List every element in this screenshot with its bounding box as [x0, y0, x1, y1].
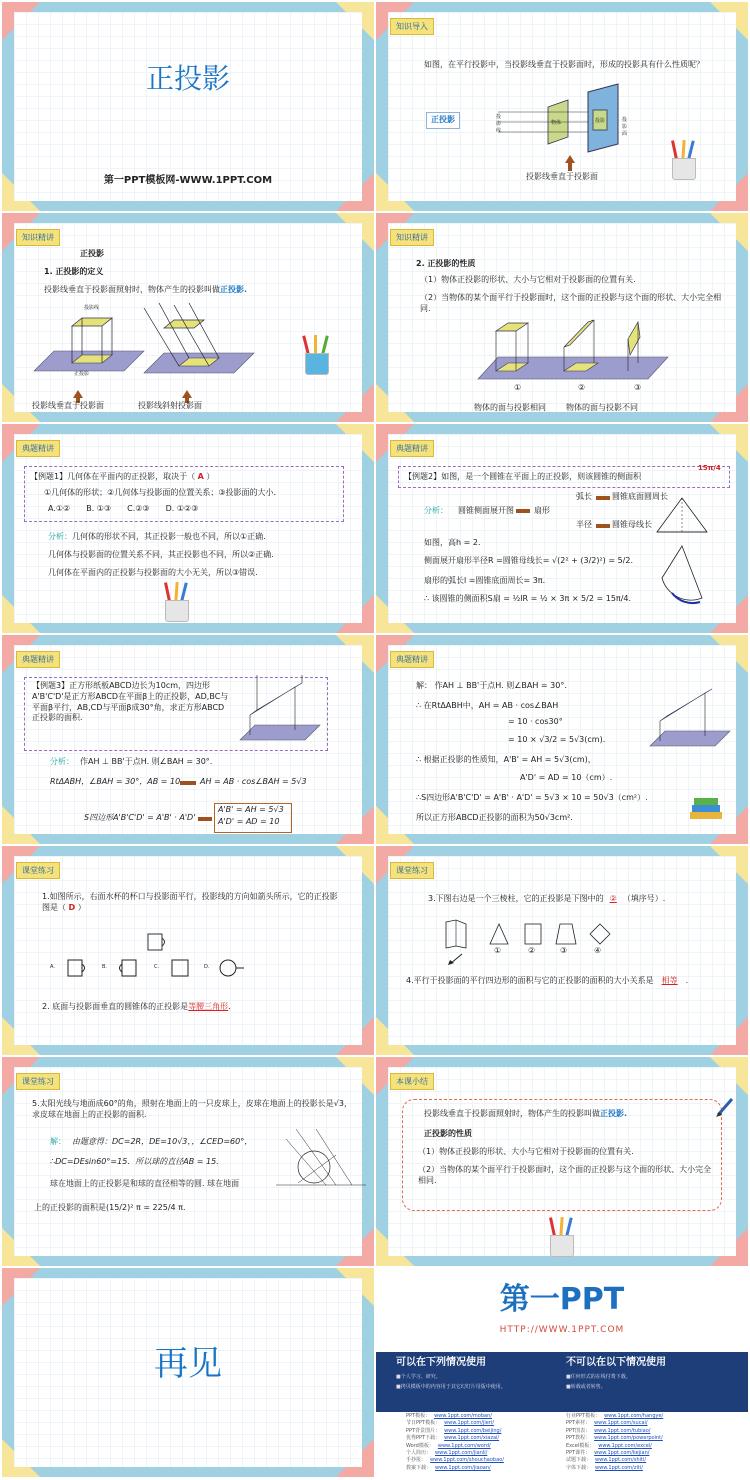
slide-14[interactable]	[376, 1268, 748, 1477]
option-a-shape	[66, 958, 88, 980]
result-line-1: A'B' = AH = 5√3	[218, 805, 284, 814]
slide-13[interactable]	[2, 1268, 374, 1477]
flow-4: 圆锥底面圆周长	[612, 492, 668, 501]
figure-number-3: ③	[634, 383, 642, 392]
cannot-item-2: ■转载或者转售。	[566, 1384, 606, 1390]
solution-line-4: ∴ 该圆锥的侧面积S扇 = ½lR = ½ × 3π × 5/2 = 15π/4.	[424, 594, 632, 603]
arrow-icon	[596, 496, 610, 500]
section-tag: 典题精讲	[16, 651, 60, 668]
resource-link-label: 字体下载：	[566, 1464, 592, 1471]
slide-paper	[388, 434, 736, 623]
resource-link[interactable]	[406, 1466, 491, 1471]
can-item-2: ■拷贝模板中的内容用于其它幻灯片母版中使用。	[396, 1384, 506, 1390]
resource-link-label: PPT课件：	[566, 1450, 591, 1456]
cannot-item-1: ■任何形式的在线付费下载。	[566, 1374, 631, 1380]
question-text: 【例题1】几何体在平面内的正投影，取决于（ A ）	[30, 472, 215, 481]
arrow-icon	[596, 524, 610, 528]
brand-logo: 第一PPT	[499, 1282, 625, 1317]
resource-link-url[interactable]: www.1ppt.com/shouchaobao/	[430, 1457, 504, 1464]
slide-3[interactable]	[2, 213, 374, 422]
solution-line-4: 上的正投影的面积是(15/2)² π = 225/4 π.	[34, 1203, 186, 1212]
resource-link-url[interactable]: www.1ppt.com/hangye/	[604, 1413, 664, 1419]
resource-link-label: 手抄报：	[406, 1457, 427, 1464]
shape-number-1: ①	[494, 946, 502, 955]
resource-link-url[interactable]: www.1ppt.com/moban/	[434, 1413, 492, 1419]
solution-line-3: = 10 · cos30°	[508, 717, 563, 726]
flow-6: 圆锥母线长	[612, 520, 652, 529]
resource-link-label: 个人简历：	[406, 1450, 432, 1456]
resource-link-label: PPT图表：	[566, 1427, 591, 1434]
shape-number-3: ③	[560, 946, 568, 955]
property-2: （2）当物体的某个面平行于投影面时，这个面的正投影与这个面的形状、大小完全相同.	[420, 293, 722, 313]
slide-paper	[14, 1278, 362, 1467]
analysis-line-4: S四边形A'B'C'D' = A'B' · A'D'	[84, 813, 196, 822]
shape-4	[588, 922, 612, 946]
resource-link[interactable]	[406, 1414, 492, 1419]
figure-number-2: ②	[578, 383, 586, 392]
solution-line-5: ∴ 根据正投影的性质知，A'B' = AH = 5√3(cm)，	[416, 755, 596, 764]
slide-4[interactable]	[376, 213, 748, 422]
section-tag: 课堂练习	[390, 862, 434, 879]
arrow-icon	[446, 952, 466, 966]
analysis-line-2: RtΔABH，∠BAH = 30°，AB = 10	[50, 777, 181, 786]
slide-8[interactable]	[376, 635, 748, 844]
slide-paper	[14, 223, 362, 412]
shape-number-2: ②	[528, 946, 536, 955]
slide-title: 正投影	[145, 62, 230, 95]
property-diagram	[478, 317, 668, 387]
slide-9[interactable]	[2, 846, 374, 1055]
cup-icon	[147, 932, 167, 952]
resource-link[interactable]	[406, 1458, 504, 1463]
caption-left: 物体的面与投影相同	[474, 403, 546, 412]
option-b-shape	[118, 958, 140, 980]
resource-link-url[interactable]: www.1ppt.com/ziti/	[595, 1464, 643, 1471]
solution-line-1: 解： 作AH ⊥ BB'于点H. 则∠BAH = 30°.	[416, 681, 567, 690]
flow-3: 弧长	[576, 492, 592, 501]
analysis-line-3: AH = AB · cos∠BAH = 5√3	[200, 777, 307, 786]
analysis-3: 几何体在平面内的正投影与投影面的大小无关，所以③错误.	[48, 568, 258, 577]
answer-text: 15π/4	[698, 464, 721, 472]
analysis-1: 分析：几何体的形状不同，其正投影一般也不同，所以①正确.	[48, 532, 266, 541]
option-a[interactable]: A.	[50, 964, 55, 970]
shape-2	[522, 922, 544, 946]
question-text: 【例题2】如图，是一个圆锥在平面上的正投影，则该圆锥的侧面积	[404, 472, 642, 481]
slide-2[interactable]	[376, 2, 748, 211]
solution-line-6: A'D' = AD = 10（cm）.	[520, 773, 613, 782]
can-use-heading: 可以在下列情况使用	[396, 1357, 486, 1368]
resource-link[interactable]	[566, 1436, 663, 1441]
resource-link-label: 行业PPT模板：	[566, 1413, 601, 1419]
solution-line-8: 所以正方形ABCD正投影的面积为50√3cm².	[416, 813, 573, 822]
result-line-2: A'D' = AD = 10	[218, 817, 280, 826]
subheading: 2. 正投影的性质	[416, 259, 476, 268]
caption: 投影线垂直于投影面	[526, 172, 598, 181]
slide-7[interactable]	[2, 635, 374, 844]
caption-right: 投影线斜射投影面	[138, 401, 202, 410]
resource-link-url[interactable]: www.1ppt.com/jiaoan/	[435, 1464, 491, 1471]
resource-link-label: 优秀PPT下载：	[406, 1435, 441, 1442]
pencil-cup-image	[159, 582, 193, 622]
caption-right: 物体的面与投影不同	[566, 403, 638, 412]
summary-heading: 正投影的性质	[424, 1129, 472, 1138]
label-proj-line: 投影线	[84, 305, 100, 311]
question-text: 【例题3】正方形纸板ABCD边长为10cm，四边形A'B'C'D'是正方形ABCD在平面β上的正投影，AD,BC与平面β平行，AB,CD与平面β成30°角，求正方形ABCD正投影的面积.	[32, 681, 229, 723]
property-1: （1）物体正投影的形状、大小与它相对于投影面的位置有关.	[420, 275, 636, 284]
flow-5: 半径	[576, 520, 592, 529]
solution-line-1: 由题意得：DC=2R，DE=10√3，，∠CED=60°，	[72, 1137, 253, 1146]
resource-link[interactable]	[406, 1436, 499, 1441]
solution-line-1: 如图，高h = 2.	[424, 538, 481, 547]
brand-url[interactable]: HTTP://WWW.1PPT.COM	[499, 1325, 625, 1335]
arrow-icon	[516, 509, 530, 513]
resource-link[interactable]	[566, 1451, 649, 1456]
section-tag: 课堂练习	[16, 862, 60, 879]
slide-paper	[14, 856, 362, 1045]
resource-link-label: Excel模板：	[566, 1442, 595, 1449]
slide-subtitle: 第一PPT模板网-WWW.1PPT.COM	[103, 175, 273, 186]
resource-links	[376, 1414, 748, 1476]
resource-link[interactable]	[566, 1414, 663, 1419]
shape-3	[554, 922, 578, 946]
resource-link-url[interactable]: www.1ppt.com/tubiao/	[594, 1427, 651, 1434]
analysis-line-1: 作AH ⊥ BB'于点H. 则∠BAH = 30°.	[80, 757, 213, 766]
option-d-shape	[218, 958, 248, 980]
oblique-projection-diagram	[134, 308, 254, 383]
section-tag: 知识导入	[390, 18, 434, 35]
figure-number-1: ①	[514, 383, 522, 392]
solution-line-2: ∴ 在RtΔABH中，AH = AB · cos∠BAH	[416, 701, 559, 710]
resource-link-url[interactable]: www.1ppt.com/sucai/	[594, 1420, 648, 1427]
resource-link-url[interactable]: www.1ppt.com/word/	[437, 1442, 491, 1449]
resource-link-label: PPT背景图片：	[406, 1427, 441, 1434]
summary-property-1: （1）物体正投影的形状、大小与它相对于投影面的位置有关.	[418, 1147, 634, 1156]
option-c[interactable]: C.	[154, 964, 160, 970]
choices-text: A.①② B. ①③ C.②③ D. ①②③	[48, 504, 199, 513]
analysis-2: 几何体与投影面的位置关系不同，其正投影也不同，所以②正确.	[48, 550, 274, 559]
solution-label: 解：	[50, 1137, 66, 1146]
question-2: 2. 底面与投影面垂直的圆锥体的正投影是等腰三角形.	[42, 1002, 231, 1011]
slide-paper	[388, 645, 736, 834]
can-item-1: ■个人学习、研究。	[396, 1374, 441, 1380]
resource-link[interactable]	[566, 1421, 648, 1426]
options-text: ①几何体的形状；②几何体与投影面的位置关系；③投影面的大小.	[44, 488, 277, 497]
slide-paper	[14, 1067, 362, 1256]
resource-link-url[interactable]: www.1ppt.com/kejian/	[594, 1450, 650, 1456]
arrow-icon	[182, 390, 192, 398]
solution-line-2: 侧面展开扇形半径R =圆锥母线长= √(2² + (3/2)²) = 5/2.	[424, 556, 634, 565]
farewell-text: 再见	[154, 1344, 222, 1384]
cone-diagram	[652, 498, 722, 608]
pencil-cup-image	[666, 140, 700, 180]
bubble-label: 正投影	[426, 112, 460, 129]
shape-number-4: ④	[594, 946, 602, 955]
solution-line-3: 扇形的弧长l =圆锥底面周长= 3π.	[424, 576, 546, 585]
usage-panel	[376, 1352, 748, 1412]
resource-link-label: 节日PPT模板：	[406, 1420, 441, 1427]
resource-link[interactable]	[406, 1429, 501, 1434]
flow-1: 圆锥侧面展开图	[458, 506, 514, 515]
pencil-cup-image	[299, 335, 333, 375]
resource-link[interactable]	[566, 1458, 646, 1463]
slide-paper	[388, 12, 736, 201]
pen-icon	[716, 1095, 736, 1119]
section-tag: 课堂练习	[16, 1073, 60, 1090]
analysis-label: 分析：	[50, 757, 74, 766]
option-c-shape	[170, 958, 192, 980]
section-tag: 知识精讲	[390, 229, 434, 246]
section-tag: 典题精讲	[16, 440, 60, 457]
question-text: 5.太阳光线与地面成60°的角，照射在地面上的一只皮球上，皮球在地面上的投影长是√3，求皮球在地面上的正投影的面积.	[32, 1099, 352, 1119]
label-projection: 投影	[595, 118, 606, 124]
slide-paper	[388, 1067, 736, 1256]
slide-5[interactable]	[2, 424, 374, 633]
pencil-cup-image	[544, 1217, 578, 1257]
analysis-label: 分析：	[424, 506, 448, 515]
slide-paper	[388, 223, 736, 412]
slide-paper	[14, 434, 362, 623]
solution-line-4: = 10 × √3/2 = 5√3(cm).	[508, 735, 606, 744]
solution-line-7: ∴S四边形A'B'C'D' = A'B' · A'D' = 5√3 × 10 = 50√3（cm²）.	[416, 793, 648, 802]
resource-link-label: PPT模板：	[406, 1413, 431, 1419]
resource-link-url[interactable]: www.1ppt.com/shiti/	[595, 1457, 647, 1464]
summary-property-2: （2）当物体的某个面平行于投影面时，这个面的正投影与这个面的形状、大小完全相同.	[418, 1165, 712, 1185]
section-tag: 本课小结	[390, 1073, 434, 1090]
question-4: 4.平行于投影面的平行四边形的面积与它的正投影的面积的大小关系是 相等 .	[406, 976, 689, 985]
subheading: 1. 正投影的定义	[44, 267, 104, 276]
resource-link[interactable]	[566, 1444, 652, 1449]
caption-left: 投影线垂直于投影面	[32, 401, 104, 410]
slide-paper	[14, 12, 362, 201]
option-d[interactable]: D.	[204, 964, 210, 970]
arrow-icon	[73, 390, 83, 398]
slide-10[interactable]	[376, 846, 748, 1055]
slide-6[interactable]	[376, 424, 748, 633]
question-text: 如图，在平行投影中，当投影线垂直于投影面时，形成的投影具有什么性质呢？	[424, 60, 704, 69]
solution-line-3: 球在地面上的正投影是和球的直径相等的圆. 球在地面	[50, 1179, 240, 1188]
resource-link-label: PPT教程：	[566, 1435, 591, 1442]
resource-link-url[interactable]: www.1ppt.com/powerpoint/	[594, 1435, 663, 1442]
option-b[interactable]: B.	[102, 964, 108, 970]
square-projection-diagram	[650, 681, 730, 751]
resource-link-label: PPT素材：	[566, 1420, 591, 1427]
arrow-icon	[198, 817, 212, 821]
label-projection: 正投影	[74, 371, 90, 377]
section-tag: 典题精讲	[390, 440, 434, 457]
label-plane: 投影面	[622, 117, 628, 137]
resource-link-label: Word模板：	[406, 1442, 434, 1449]
ball-diagram	[276, 1129, 366, 1199]
resource-link-url[interactable]: www.1ppt.com/jianli/	[435, 1450, 488, 1456]
slide-12[interactable]	[376, 1057, 748, 1266]
shape-1	[488, 922, 510, 946]
flow-2: 扇形	[534, 506, 550, 515]
resource-link-label: 教案下载：	[406, 1464, 432, 1471]
summary-definition: 投影线垂直于投影面照射时，物体产生的投影叫做正投影.	[424, 1109, 628, 1118]
resource-link[interactable]	[406, 1444, 491, 1449]
prism-shape	[444, 920, 468, 954]
slide-11[interactable]	[2, 1057, 374, 1266]
solution-line-2: ∴DC=DEsin60°=15．所以球的直径AB = 15.	[50, 1157, 219, 1166]
arrow-icon	[565, 155, 575, 163]
square-projection-diagram	[240, 675, 320, 745]
definition: 投影线垂直于投影面照射时，物体产生的投影叫做正投影.	[44, 285, 248, 294]
resource-link[interactable]	[406, 1421, 494, 1426]
resource-link[interactable]	[406, 1451, 487, 1456]
label-object: 物体	[551, 120, 562, 126]
label-proj-line: 投影线	[496, 114, 502, 134]
question-1: 1.如图所示，右面水杯的杯口与投影面平行，投影线的方向如箭头所示，它的正投影图是（ D ）	[42, 892, 338, 912]
arrow-icon	[180, 781, 196, 785]
resource-link-label: 试题下载：	[566, 1457, 592, 1464]
section-tag: 典题精讲	[390, 651, 434, 668]
resource-link-url[interactable]: www.1ppt.com/beijing/	[444, 1427, 502, 1434]
books-image	[690, 791, 722, 819]
cannot-use-heading: 不可以在以下情况使用	[566, 1357, 666, 1368]
resource-link[interactable]	[566, 1429, 650, 1434]
slide-paper	[14, 645, 362, 834]
question-3: 3.下图右边是一个三棱柱，它的正投影是下图中的 ② （填序号）.	[428, 894, 666, 903]
resource-link-url[interactable]: www.1ppt.com/excel/	[598, 1442, 652, 1449]
slide-paper	[388, 856, 736, 1045]
section-tag: 知识精讲	[16, 229, 60, 246]
resource-link-url[interactable]: www.1ppt.com/xiazai/	[444, 1435, 500, 1442]
resource-link[interactable]	[566, 1466, 643, 1471]
heading: 正投影	[80, 249, 104, 258]
arrow-icon	[568, 162, 572, 171]
resource-link-url[interactable]: www.1ppt.com/jieri/	[444, 1420, 494, 1427]
slide-1[interactable]	[2, 2, 374, 211]
projection-diagram	[498, 82, 628, 162]
